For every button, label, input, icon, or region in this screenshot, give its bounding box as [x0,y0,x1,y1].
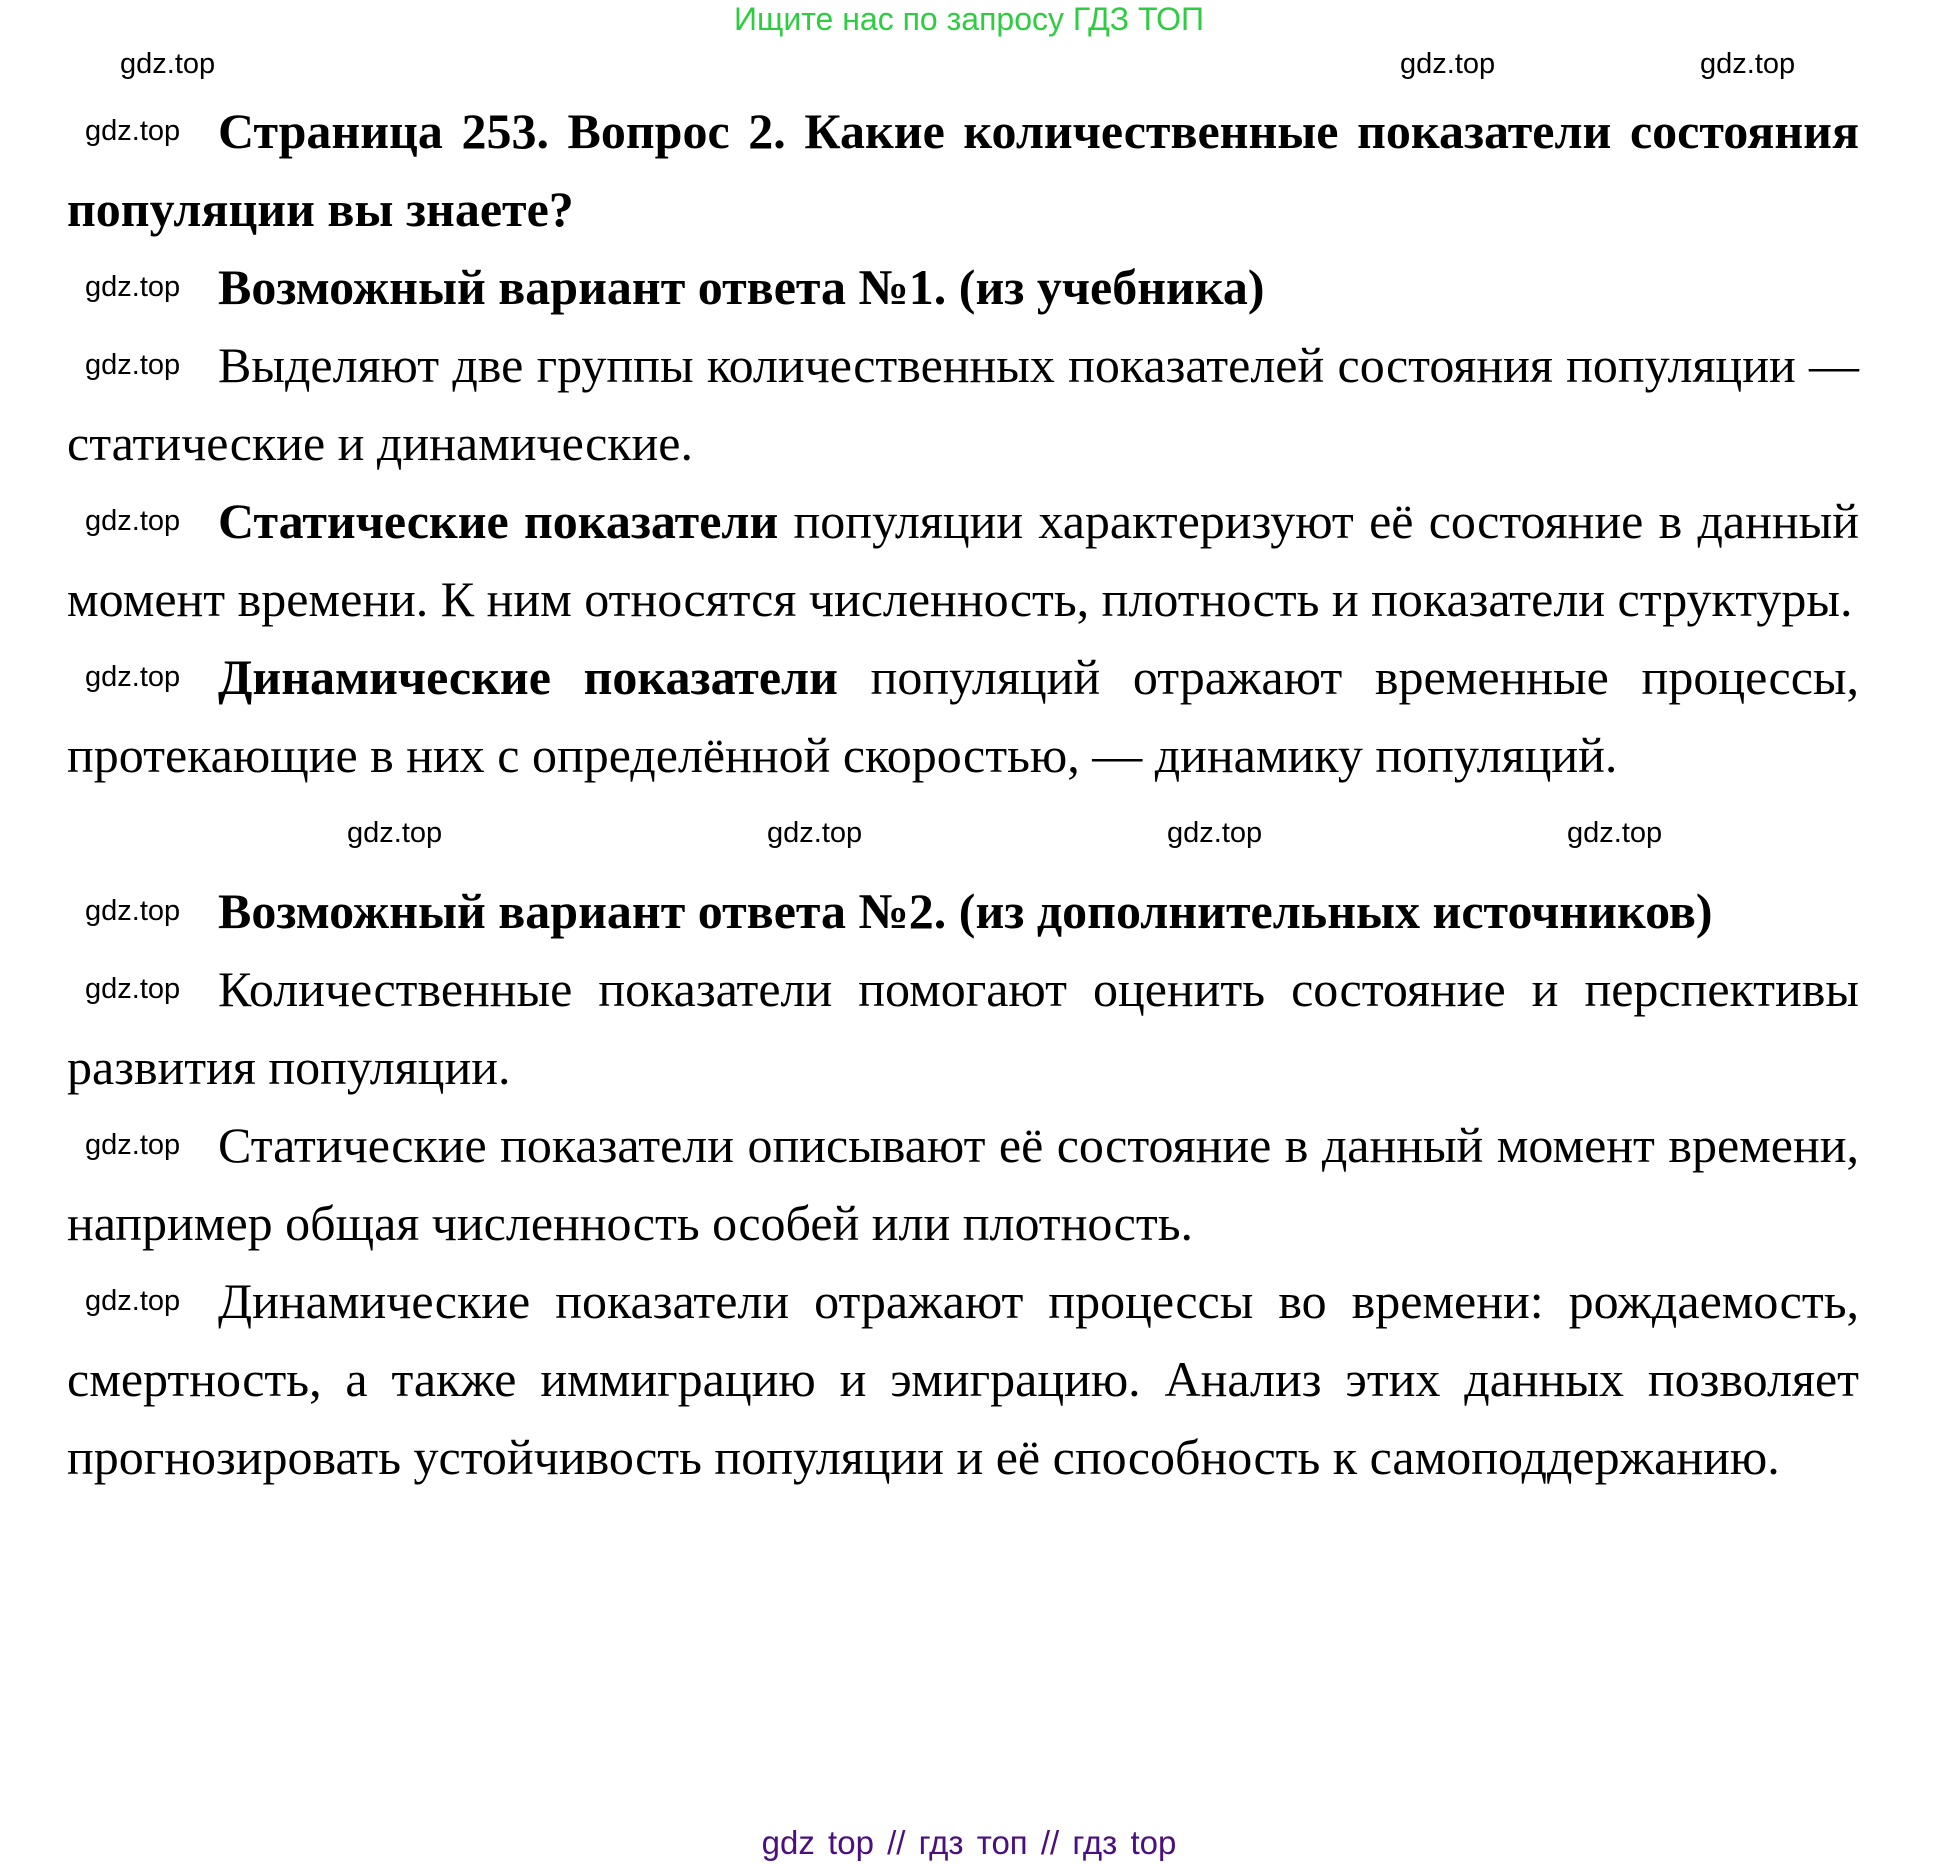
watermark: gdz.top [85,271,181,303]
spacer [67,794,1859,872]
answer1-dynamic [67,638,1859,794]
watermark: gdz.top [120,48,216,80]
question-text: Страница 253. Вопрос 2. Какие количественные показатели состояния популяции вы знаете? [67,103,1859,237]
dynamic-term: Динамические показатели [218,649,838,705]
answer-document [67,92,1859,1496]
question-heading [67,92,1859,248]
answer2-paragraph [67,950,1859,1106]
watermark: gdz.top [85,115,181,147]
watermark: gdz.top [347,817,443,849]
answer1-intro [67,326,1859,482]
watermark: gdz.top [85,1285,181,1317]
answer1-static [67,482,1859,638]
watermark: gdz.top [85,661,181,693]
watermark: gdz.top [1400,48,1496,80]
answer2-paragraph [67,1106,1859,1262]
answer1-heading [67,248,1859,326]
answer2-heading-text: Возможный вариант ответа №2. (из дополнительных источников) [218,883,1713,939]
answer2-heading [67,872,1859,950]
dynamic-text: популяций отражают временные процессы, протекающие в них с определённой скоростью, — динамику популяций. [67,649,1859,783]
answer2-paragraph-text: Динамические показатели отражают процессы во времени: рождаемость, смертность, а также иммиграцию и эмиграцию. Анализ этих данных позволяет прогнозировать устойчивость популяции и её способность к самоподдержанию. [67,1273,1859,1485]
answer2-paragraph [67,1262,1859,1496]
answer1-heading-text: Возможный вариант ответа №1. (из учебника) [218,259,1265,315]
watermark: gdz.top [1167,817,1263,849]
watermark: gdz.top [1567,817,1663,849]
static-term: Статические показатели [218,493,779,549]
watermark: gdz.top [85,895,181,927]
watermark: gdz.top [85,349,181,381]
footer-links: gdz top // гдз топ // гдз top [761,1824,1177,1861]
watermark: gdz.top [85,973,181,1005]
static-text: популяции характеризуют её состояние в данный момент времени. К ним относятся численность, плотность и показатели структуры. [67,493,1859,627]
watermark: gdz.top [1700,48,1796,80]
watermark: gdz.top [767,817,863,849]
answer1-intro-text: Выделяют две группы количественных показателей состояния популяции — статические и динамические. [67,337,1859,471]
watermark: gdz.top [85,505,181,537]
watermark: gdz.top [85,1129,181,1161]
search-banner: Ищите нас по запросу ГДЗ ТОП [734,1,1204,37]
answer2-paragraph-text: Количественные показатели помогают оценить состояние и перспективы развития популяции. [67,961,1859,1095]
answer2-paragraph-text: Статические показатели описывают её состояние в данный момент времени, например общая численность особей или плотность. [67,1117,1859,1251]
